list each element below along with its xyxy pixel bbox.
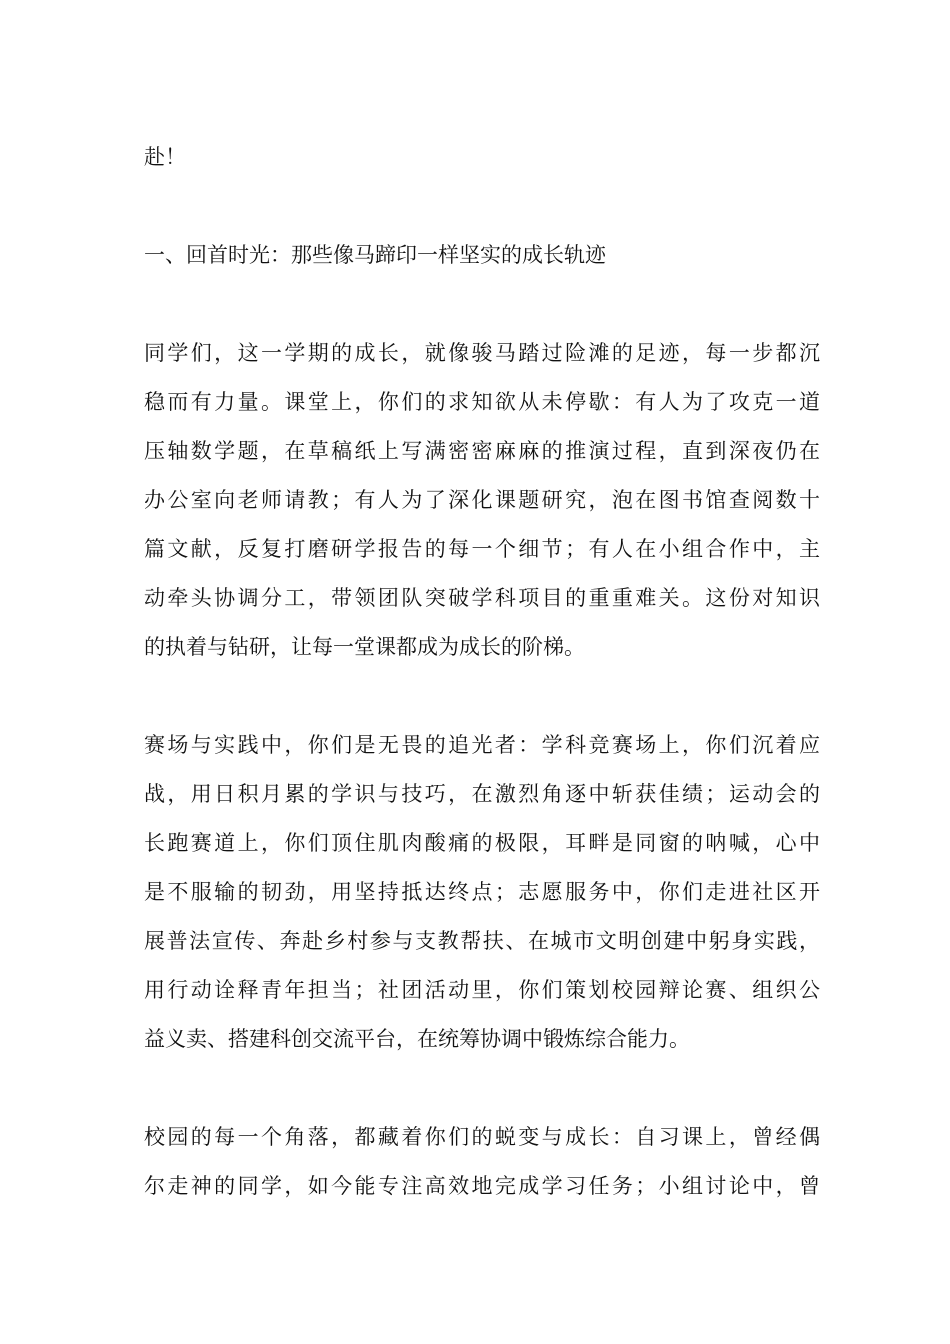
paragraph-line: 战，用日积月累的学识与技巧，在激烈角逐中斩获佳绩；运动会的 xyxy=(144,782,820,806)
paragraph-gap xyxy=(144,280,820,329)
paragraph-line: 办公室向老师请教；有人为了深化课题研究，泡在图书馆查阅数十 xyxy=(144,488,820,512)
paragraph-line: 用行动诠释青年担当；社团活动里，你们策划校园辩论赛、组织公 xyxy=(144,978,820,1002)
paragraph-line: 长跑赛道上，你们顶住肌肉酸痛的极限，耳畔是同窗的呐喊，心中 xyxy=(144,831,820,855)
paragraph-line: 动牵头协调分工，带领团队突破学科项目的重重难关。这份对知识 xyxy=(144,586,820,610)
paragraph-1 xyxy=(144,329,820,672)
section-heading-block xyxy=(144,231,820,280)
paragraph-gap xyxy=(144,672,820,721)
paragraph-line: 篇文献，反复打磨研学报告的每一个细节；有人在小组合作中，主 xyxy=(144,537,820,561)
paragraph-line: 尔走神的同学，如今能专注高效地完成学习任务；小组讨论中，曾 xyxy=(144,1174,820,1198)
paragraph-line: 是不服输的韧劲，用坚持抵达终点；志愿服务中，你们走进社区开 xyxy=(144,880,820,904)
paragraph-3 xyxy=(144,1113,820,1211)
paragraph-line: 压轴数学题，在草稿纸上写满密密麻麻的推演过程，直到深夜仍在 xyxy=(144,439,820,463)
paragraph-line: 赛场与实践中，你们是无畏的追光者：学科竞赛场上，你们沉着应 xyxy=(144,733,820,757)
paragraph-gap xyxy=(144,1064,820,1113)
section-heading: 一、回首时光：那些像马蹄印一样坚实的成长轨迹 xyxy=(144,243,606,267)
paragraph-line: 展普法宣传、奔赴乡村参与支教帮扶、在城市文明创建中躬身实践， xyxy=(144,929,820,953)
paragraph-line: 的执着与钻研，让每一堂课都成为成长的阶梯。 xyxy=(144,635,585,659)
document-body xyxy=(144,133,820,1211)
paragraph-line: 同学们，这一学期的成长，就像骏马踏过险滩的足迹，每一步都沉 xyxy=(144,341,820,365)
paragraph-gap xyxy=(144,182,820,231)
paragraph-2 xyxy=(144,721,820,1064)
paragraph-line: 校园的每一个角落，都藏着你们的蜕变与成长：自习课上，曾经偶 xyxy=(144,1125,820,1149)
paragraph-line: 益义卖、搭建科创交流平台，在统筹协调中锻炼综合能力。 xyxy=(144,1027,690,1051)
fragment-line: 赴！ xyxy=(144,145,186,169)
paragraph-line: 稳而有力量。课堂上，你们的求知欲从未停歇：有人为了攻克一道 xyxy=(144,390,820,414)
